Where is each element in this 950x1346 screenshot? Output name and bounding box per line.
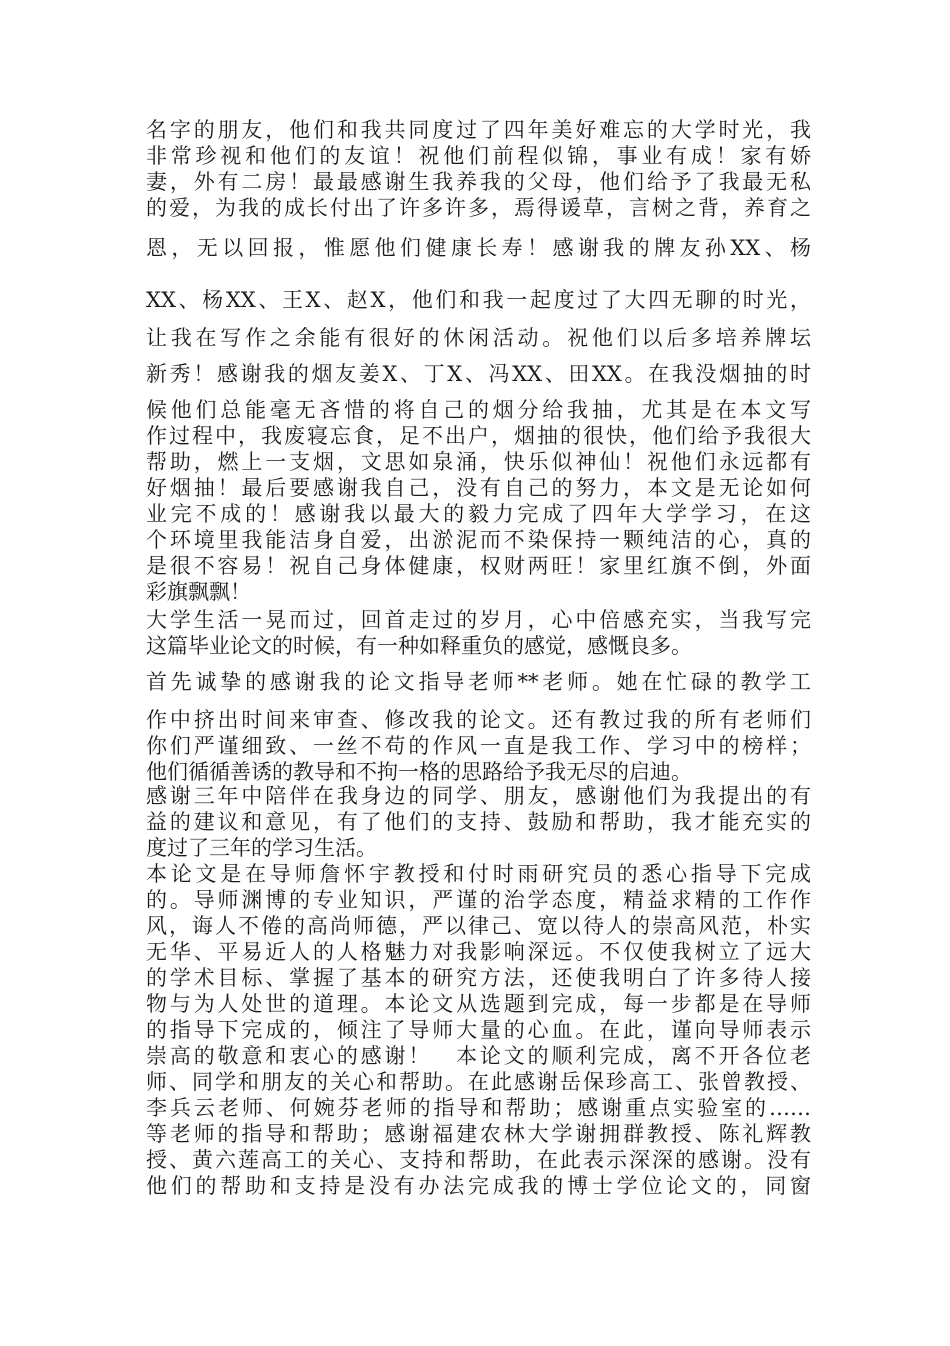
text-line: 妻，外有二房！最最感谢生我养我的父母，他们给予了我最无私 <box>146 170 811 194</box>
text-line: 首先诚挚的感谢我的论文指导老师**老师。她在忙碌的教学工 <box>146 670 811 694</box>
text-line: 候他们总能毫无吝惜的将自己的烟分给我抽，尤其是在本文写 <box>146 398 811 422</box>
text-line: 崇高的敬意和衷心的感谢！ 本论文的顺利完成，离不开各位老 <box>146 1044 811 1068</box>
text-line: 他们的帮助和支持是没有办法完成我的博士学位论文的，同窗 <box>146 1174 811 1198</box>
text-line: 的爱，为我的成长付出了许多许多，焉得谖草，言树之背，养育之 <box>146 196 811 220</box>
text-line: XX、杨XX、王X、赵X，他们和我一起度过了大四无聊的时光， <box>146 288 811 312</box>
text-line: 让我在写作之余能有很好的休闲活动。祝他们以后多培养牌坛 <box>146 326 811 350</box>
text-line: 大学生活一晃而过，回首走过的岁月，心中倍感充实，当我写完 <box>146 608 811 632</box>
text-line: 个环境里我能洁身自爱，出淤泥而不染保持一颗纯洁的心，真的 <box>146 528 811 552</box>
text-line: 恩，无以回报，惟愿他们健康长寿！感谢我的牌友孙XX、杨 <box>146 236 811 260</box>
text-line: 这篇毕业论文的时候，有一种如释重负的感觉，感慨良多。 <box>146 634 692 658</box>
text-line: 帮助，燃上一支烟，文思如泉涌，快乐似神仙！祝他们永远都有 <box>146 450 811 474</box>
text-line: 感谢三年中陪伴在我身边的同学、朋友，感谢他们为我提出的有 <box>146 784 811 808</box>
text-line: 是很不容易！祝自己身体健康，权财两旺！家里红旗不倒，外面 <box>146 554 811 578</box>
text-line: 风，诲人不倦的高尚师德，严以律己、宽以待人的崇高风范，朴实 <box>146 914 811 938</box>
text-line: 名字的朋友，他们和我共同度过了四年美好难忘的大学时光，我 <box>146 118 811 142</box>
text-line: 物与为人处世的道理。本论文从选题到完成，每一步都是在导师 <box>146 992 811 1016</box>
text-line: 新秀！感谢我的烟友姜X、丁X、冯XX、田XX。在我没烟抽的时 <box>146 362 811 386</box>
text-line: 的。导师渊博的专业知识，严谨的治学态度，精益求精的工作作 <box>146 888 811 912</box>
text-line: 的学术目标、掌握了基本的研究方法，还使我明白了许多待人接 <box>146 966 811 990</box>
text-line: 的指导下完成的，倾注了导师大量的心血。在此，谨向导师表示 <box>146 1018 811 1042</box>
text-line: 非常珍视和他们的友谊！祝他们前程似锦，事业有成！家有娇 <box>146 144 811 168</box>
text-line: 他们循循善诱的教导和不拘一格的思路给予我无尽的启迪。 <box>146 760 692 784</box>
text-line: 等老师的指导和帮助；感谢福建农林大学谢拥群教授、陈礼辉教 <box>146 1122 811 1146</box>
text-line: 度过了三年的学习生活。 <box>146 836 377 860</box>
text-line: 好烟抽！最后要感谢我自己，没有自己的努力，本文是无论如何 <box>146 476 811 500</box>
text-line: 作过程中，我废寝忘食，足不出户，烟抽的很快，他们给予我很大 <box>146 424 811 448</box>
text-line: 李兵云老师、何婉芬老师的指导和帮助；感谢重点实验室的…… <box>146 1096 811 1120</box>
text-line: 业完不成的！感谢我以最大的毅力完成了四年大学学习，在这 <box>146 502 811 526</box>
text-line: 益的建议和意见，有了他们的支持、鼓励和帮助，我才能充实的 <box>146 810 811 834</box>
text-line: 彩旗飘飘！ <box>146 580 251 604</box>
text-line: 你们严谨细致、一丝不苟的作风一直是我工作、学习中的榜样； <box>146 734 811 758</box>
text-line: 师、同学和朋友的关心和帮助。在此感谢岳保珍高工、张曾教授、 <box>146 1070 811 1094</box>
text-line: 本论文是在导师詹怀宇教授和付时雨研究员的悉心指导下完成 <box>146 862 811 886</box>
text-line: 授、黄六莲高工的关心、支持和帮助，在此表示深深的感谢。没有 <box>146 1148 811 1172</box>
text-line: 无华、平易近人的人格魅力对我影响深远。不仅使我树立了远大 <box>146 940 811 964</box>
text-line: 作中挤出时间来审查、修改我的论文。还有教过我的所有老师们 <box>146 708 811 732</box>
